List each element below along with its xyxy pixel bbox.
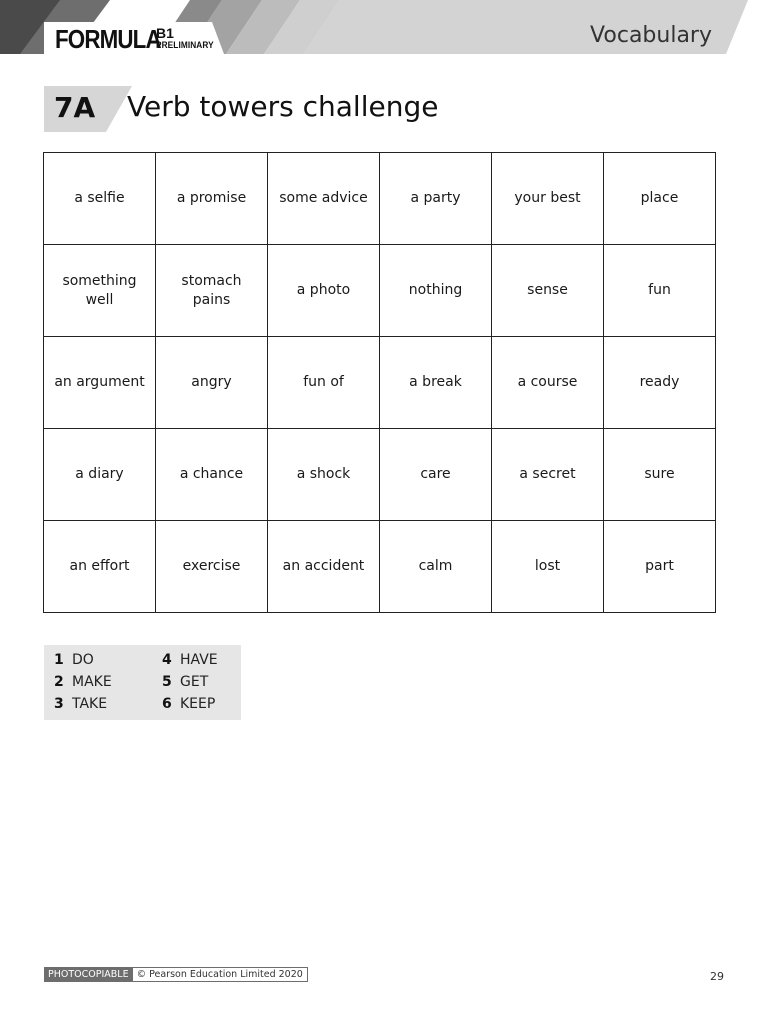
grid-cell: sure <box>604 429 716 521</box>
verb-key <box>44 645 241 720</box>
key-number: 4 <box>162 652 172 668</box>
key-verb: KEEP <box>180 696 216 712</box>
key-number: 1 <box>54 652 64 668</box>
page-header <box>0 0 768 54</box>
grid-cell: fun of <box>268 337 380 429</box>
key-number: 2 <box>54 674 64 690</box>
grid-cell: care <box>380 429 492 521</box>
page-number: 29 <box>710 970 724 983</box>
grid-cell: a secret <box>492 429 604 521</box>
key-item <box>162 673 208 691</box>
grid-cell: an argument <box>44 337 156 429</box>
logo-brand-text: FORMULA <box>55 24 161 54</box>
grid-cell: some advice <box>268 153 380 245</box>
grid-cell: an accident <box>268 521 380 613</box>
key-number: 6 <box>162 696 172 712</box>
grid-cell: a party <box>380 153 492 245</box>
key-number: 5 <box>162 674 172 690</box>
key-item <box>162 695 215 713</box>
grid-row <box>44 153 716 245</box>
page-footer <box>44 967 308 982</box>
key-item <box>54 651 94 669</box>
unit-badge <box>44 86 132 132</box>
grid-cell: an effort <box>44 521 156 613</box>
grid-cell: angry <box>156 337 268 429</box>
key-number: 3 <box>54 696 64 712</box>
grid-cell: a photo <box>268 245 380 337</box>
key-item <box>54 695 107 713</box>
grid-cell: your best <box>492 153 604 245</box>
key-verb: DO <box>72 652 94 668</box>
key-verb: MAKE <box>72 674 112 690</box>
verb-towers-grid <box>43 152 716 613</box>
grid-cell: calm <box>380 521 492 613</box>
grid-cell: a break <box>380 337 492 429</box>
section-label: Vocabulary <box>590 23 712 48</box>
grid-cell: a promise <box>156 153 268 245</box>
key-item <box>54 673 112 691</box>
grid-cell: a shock <box>268 429 380 521</box>
grid-cell: place <box>604 153 716 245</box>
logo-sub-text: PRELIMINARY <box>156 40 214 50</box>
key-verb: HAVE <box>180 652 218 668</box>
logo-level-text: B1 <box>156 25 174 41</box>
grid-cell: ready <box>604 337 716 429</box>
grid-cell: a diary <box>44 429 156 521</box>
grid-cell: sense <box>492 245 604 337</box>
grid-cell: exercise <box>156 521 268 613</box>
grid-cell: nothing <box>380 245 492 337</box>
photocopiable-tag: PHOTOCOPIABLE <box>44 967 133 982</box>
grid-cell: part <box>604 521 716 613</box>
key-item <box>162 651 218 669</box>
grid-cell: stomach pains <box>156 245 268 337</box>
grid-cell: a course <box>492 337 604 429</box>
grid-cell: lost <box>492 521 604 613</box>
grid-cell: a selfie <box>44 153 156 245</box>
key-verb: GET <box>180 674 209 690</box>
grid-cell: something well <box>44 245 156 337</box>
grid-cell: a chance <box>156 429 268 521</box>
grid-row <box>44 337 716 429</box>
brand-logo <box>44 22 222 54</box>
grid-row <box>44 521 716 613</box>
page-title: Verb towers challenge <box>127 90 439 123</box>
unit-number: 7A <box>54 91 96 124</box>
copyright-notice: © Pearson Education Limited 2020 <box>132 967 308 982</box>
key-verb: TAKE <box>72 696 108 712</box>
grid-row <box>44 429 716 521</box>
grid-row <box>44 245 716 337</box>
grid-cell: fun <box>604 245 716 337</box>
